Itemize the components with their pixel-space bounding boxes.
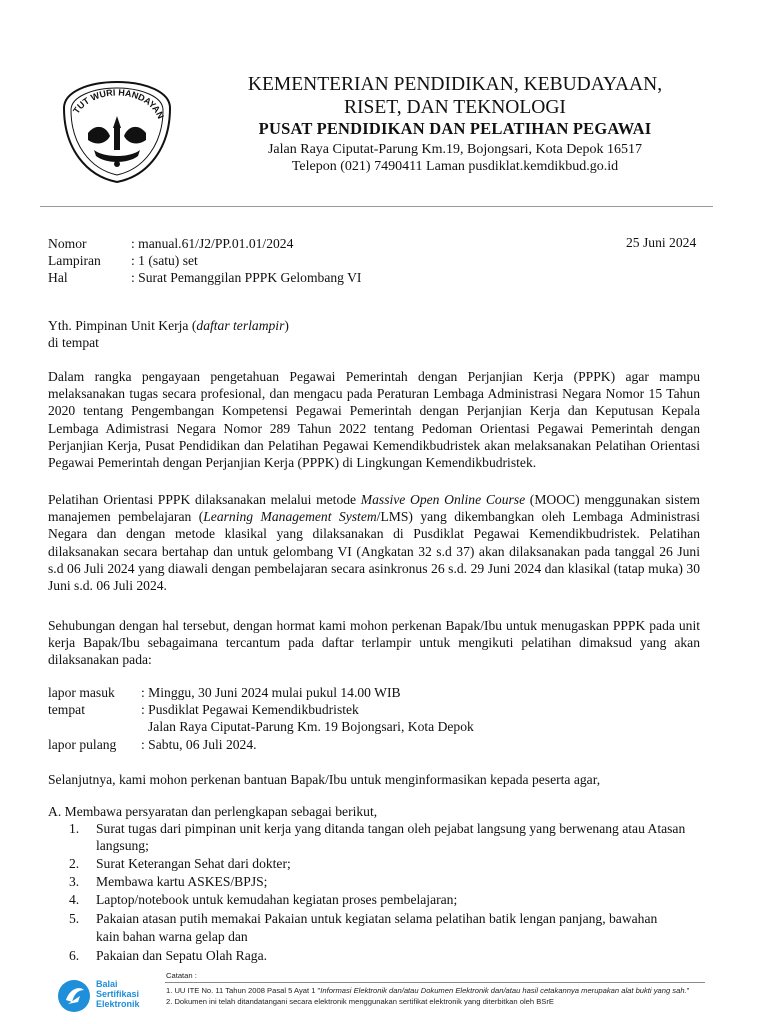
office-address: Jalan Raya Ciputat-Parung Km.19, Bojongsari, Kota Depok 16517	[267, 142, 643, 157]
tempat-label: tempat	[48, 702, 85, 717]
footer-note-1: 1. UU ITE No. 11 Tahun 2008 Pasal 5 Ayat 1 "Informasi Elektronik dan/atau Dokumen Elektronik dan/atau hasil cetakannya merupakan alat bukti yang sah."	[166, 986, 690, 995]
list-item: Pakaian dan Sepatu Olah Raga.	[96, 948, 268, 963]
lapor-masuk-value: : Minggu, 30 Juni 2024 mulai pukul 14.00 WIB	[141, 685, 401, 700]
hal-value: : Surat Pemanggilan PPPK Gelombang VI	[131, 270, 362, 285]
office-contact: Telepon (021) 7490411 Laman pusdiklat.kemdikbud.go.id	[291, 159, 619, 174]
recipient-place: di tempat	[48, 335, 99, 350]
bse-logo-icon	[56, 978, 92, 1014]
list-item: Membawa kartu ASKES/BPJS;	[96, 874, 268, 889]
list-item: Pakaian atasan putih memakai Pakaian untuk kegiatan selama pelatihan batik lengan panjang, bawahan	[96, 911, 658, 926]
nomor-label: Nomor	[48, 236, 87, 251]
list-item: Laptop/notebook untuk kemudahan kegiatan proses pembelajaran;	[96, 892, 458, 907]
list-number: 3.	[69, 874, 80, 889]
lampiran-label: Lampiran	[48, 253, 101, 268]
footer-catatan: Catatan :	[166, 971, 197, 980]
paragraph-intro: Dalam rangka pengayaan pengetahuan Pegawai Pemerintah dengan Perjanjian Kerja (PPPK) agar mampu melaksanakan tugas secara profesional, dan mengacu pada Peraturan Lembaga Administrasi Negara Nomor 15 Tahun 2020 tentang Pengembangan Kompetensi Pegawai Pemerintah dengan Perjanjian Kerja dan Keputusan Kepala Lembaga Adimistrasi Negara Nomor 289 Tahun 2022 tentang Pedoman Orientasi Pegawai Pemerintah dengan Perjanjian Kerja, Pusat Pendidikan dan Pelatihan Pegawai Kemendikbudristek akan melaksanakan Pelatihan Orientasi Pegawai Pemerintah dengan Perjanjian Kerja (PPPK) di Lingkungan Kemendikbudristek.	[48, 369, 700, 471]
ministry-name-line2: RISET, DAN TEKNOLOGI	[344, 97, 566, 118]
hal-label: Hal	[48, 270, 68, 285]
paragraph-method: Pelatihan Orientasi PPPK dilaksanakan melalui metode Massive Open Online Course (MOOC) menggunakan sistem manajemen pembelajaran (Learning Management System/LMS) yang dikembangkan oleh Lembaga Administrasi Negara dan dengan metode klasikal yang dilaksanakan di Pusdiklat Pegawai Kemendikbudristek. Pelatihan dilaksanakan secara bertahap dan untuk gelombang VI (Angkatan 32 s.d 37) akan dilaksanakan pada tanggal 26 Juni s.d 06 Juli 2024 yang diawali dengan pembelajaran secara asinkronus 26 s.d. 29 Juni 2024 dan klasikal (tatap muka) 30 Juni s.d. 06 Juli 2024.	[48, 492, 701, 594]
lampiran-value: : 1 (satu) set	[131, 253, 198, 268]
header-divider	[40, 206, 713, 207]
list-item: Surat Keterangan Sehat dari dokter;	[96, 856, 291, 871]
bse-name: Balai Sertifikasi Elektronik	[96, 979, 140, 1009]
list-item: Surat tugas dari pimpinan unit kerja yang ditanda tangan oleh pejabat langsung yang berwenang atau Atasan	[96, 821, 686, 836]
footer-divider	[165, 982, 705, 983]
letter-date: 25 Juni 2024	[626, 235, 697, 250]
list-item-continuation: langsung;	[96, 838, 149, 853]
nomor-value: : manual.61/J2/PP.01.01/2024	[131, 236, 294, 251]
list-number: 1.	[69, 821, 80, 836]
section-a-heading: A. Membawa persyaratan dan perlengkapan sebagai berikut,	[48, 804, 378, 819]
tempat-value: : Pusdiklat Pegawai Kemendikbudristek	[141, 702, 359, 717]
lapor-pulang-label: lapor pulang	[48, 737, 117, 752]
svg-text:TUT WURI HANDAYANI: TUT WURI HANDAYAN	[71, 87, 166, 121]
list-number: 6.	[69, 948, 80, 963]
list-item-continuation: kain bahan warna gelap dan	[96, 929, 248, 944]
unit-name: PUSAT PENDIDIKAN DAN PELATIHAN PEGAWAI	[258, 119, 652, 138]
paragraph-info: Selanjutnya, kami mohon perkenan bantuan Bapak/Ibu untuk menginformasikan kepada peserta agar,	[48, 772, 601, 787]
footer-note-2: 2. Dokumen ini telah ditandatangani secara elektronik menggunakan sertifikat elektronik yang diterbitkan oleh BSrE	[166, 997, 554, 1006]
paragraph-request: Sehubungan dengan hal tersebut, dengan hormat kami mohon perkenan Bapak/Ibu untuk menugaskan PPPK pada unit kerja Bapak/Ibu sebagaimana tercantum pada daftar terlampir untuk mengikuti pelatihan dimaksud yang akan dilaksanakan pada:	[48, 618, 700, 668]
tempat-address: Jalan Raya Ciputat-Parung Km. 19 Bojongsari, Kota Depok	[148, 719, 474, 734]
tut-wuri-handayani-logo	[58, 78, 176, 186]
recipient-line: Yth. Pimpinan Unit Kerja (daftar terlampir)	[48, 318, 289, 333]
list-number: 4.	[69, 892, 80, 907]
list-number: 5.	[69, 911, 80, 926]
lapor-masuk-label: lapor masuk	[48, 685, 115, 700]
lapor-pulang-value: : Sabtu, 06 Juli 2024.	[141, 737, 257, 752]
ministry-name-line1: KEMENTERIAN PENDIDIKAN, KEBUDAYAAN,	[247, 74, 663, 95]
list-number: 2.	[69, 856, 80, 871]
